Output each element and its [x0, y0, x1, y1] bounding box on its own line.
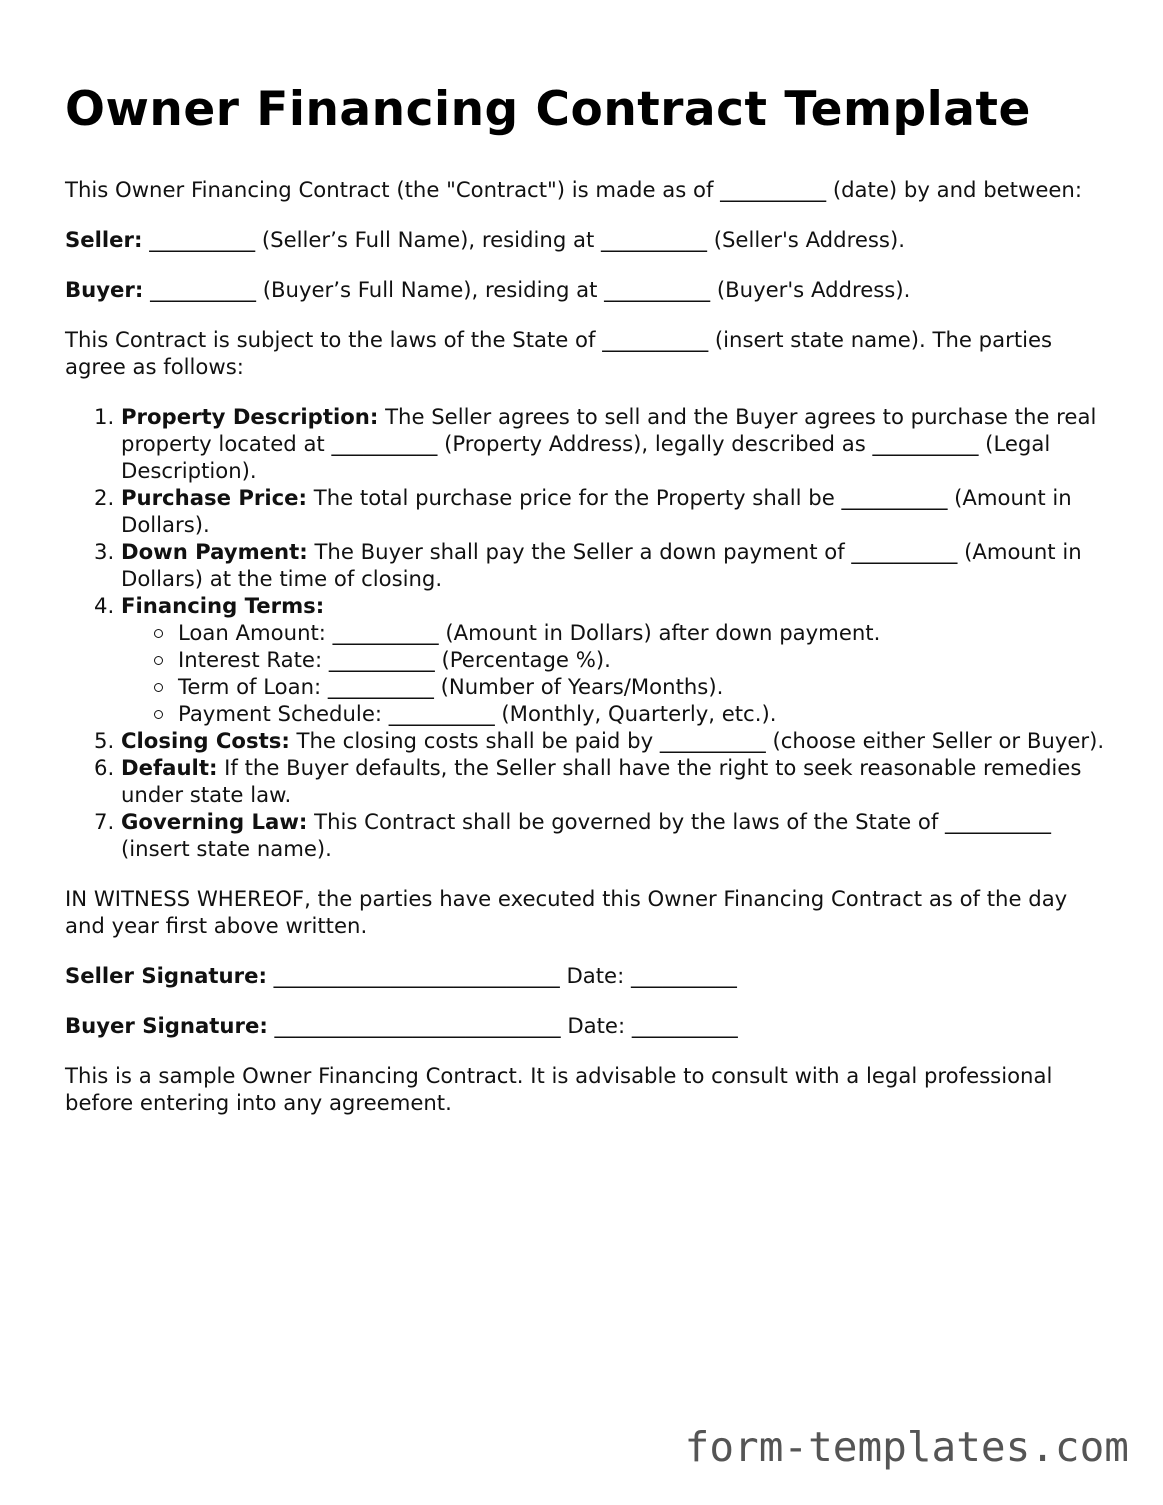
terms-list	[65, 403, 1105, 862]
document-page	[65, 82, 1105, 1139]
sub-list-item: Interest Rate: __________ (Percentage %).	[178, 646, 1105, 673]
item-text: If the Buyer defaults, the Seller shall have the right to seek reasonable remedies under state law.	[121, 755, 1082, 807]
buyer-text: __________ (Buyer’s Full Name), residing at __________ (Buyer's Address).	[143, 277, 911, 302]
list-item	[121, 808, 1105, 862]
seller-signature-blank: ___________________________ Date: __________	[266, 963, 737, 988]
list-item	[121, 538, 1105, 592]
item-text: The closing costs shall be paid by __________ (choose either Seller or Buyer).	[289, 728, 1105, 753]
item-label: Down Payment:	[121, 539, 308, 564]
buyer-signature-line	[65, 1012, 1105, 1039]
buyer-label: Buyer:	[65, 277, 144, 302]
item-label: Default:	[121, 755, 218, 780]
seller-text: __________ (Seller’s Full Name), residing at __________ (Seller's Address).	[142, 227, 905, 252]
list-item	[121, 403, 1105, 484]
list-item	[121, 592, 1105, 727]
buyer-signature-blank: ___________________________ Date: __________	[267, 1013, 738, 1038]
item-label: Closing Costs:	[121, 728, 290, 753]
subject-paragraph: This Contract is subject to the laws of the State of __________ (insert state name). The parties agree as follows:	[65, 327, 1053, 379]
intro-paragraph: This Owner Financing Contract (the "Contract") is made as of __________ (date) by and between:	[65, 177, 1082, 202]
list-item	[121, 484, 1105, 538]
item-text: This Contract shall be governed by the laws of the State of __________ (insert state name).	[121, 809, 1051, 861]
item-label: Governing Law:	[121, 809, 308, 834]
list-item	[121, 754, 1105, 808]
item-text: The Seller agrees to sell and the Buyer agrees to purchase the real property located at __________ (Property Address), legally described as __________ (Legal Description).	[121, 404, 1097, 483]
item-label: Purchase Price:	[121, 485, 308, 510]
item-text: The Buyer shall pay the Seller a down payment of __________ (Amount in Dollars) at the time of closing.	[121, 539, 1082, 591]
seller-line	[65, 226, 1105, 253]
buyer-signature-label: Buyer Signature:	[65, 1013, 268, 1038]
sub-list-item: Term of Loan: __________ (Number of Years/Months).	[178, 673, 1105, 700]
sub-list-item: Payment Schedule: __________ (Monthly, Quarterly, etc.).	[178, 700, 1105, 727]
seller-signature-line	[65, 962, 1105, 989]
list-item	[121, 727, 1105, 754]
sub-list-item: Loan Amount: __________ (Amount in Dollars) after down payment.	[178, 619, 1105, 646]
financing-terms-list	[121, 619, 1105, 727]
witness-paragraph: IN WITNESS WHEREOF, the parties have executed this Owner Financing Contract as of the day and year first above written.	[65, 886, 1068, 938]
item-label: Financing Terms:	[121, 593, 325, 618]
buyer-line	[65, 276, 1105, 303]
watermark: form-templates.com	[684, 1423, 1129, 1471]
disclaimer-paragraph: This is a sample Owner Financing Contract. It is advisable to consult with a legal professional before entering into any agreement.	[65, 1063, 1053, 1115]
item-label: Property Description:	[121, 404, 379, 429]
item-text: The total purchase price for the Property shall be __________ (Amount in Dollars).	[121, 485, 1072, 537]
seller-signature-label: Seller Signature:	[65, 963, 267, 988]
seller-label: Seller:	[65, 227, 143, 252]
document-title: Owner Financing Contract Template	[65, 82, 1031, 137]
